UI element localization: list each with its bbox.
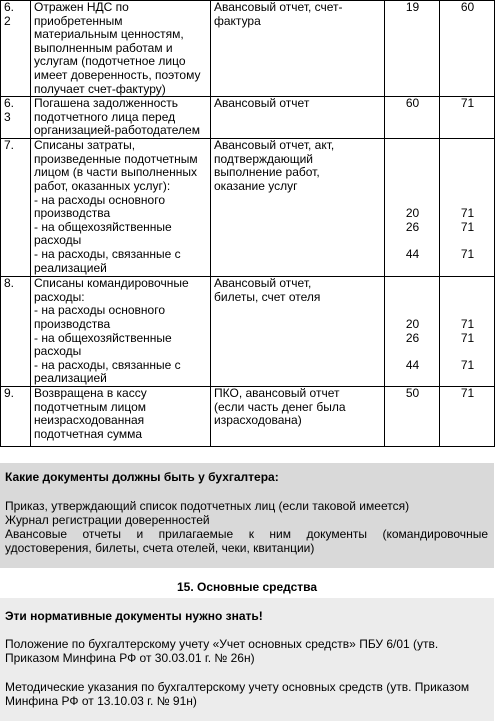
table-row <box>1 97 495 139</box>
debit-account: 19 <box>385 1 440 97</box>
document-line: Приказ, утверждающий список подотчетных лиц (если таковой имеется) <box>5 499 410 513</box>
credit-account: 71 <box>440 387 495 447</box>
operation-text: Списаны командировочные расходы: - на расходы основного производства - на общехозяйственные расходы - на расходы, связанные с реализацией <box>31 277 211 387</box>
document-line: удостоверения, билеты, счета отелей, чеки, квитанции) <box>5 541 315 555</box>
table-row <box>1 139 495 277</box>
box-heading: Эти нормативные документы нужно знать! <box>5 609 263 623</box>
document-text: Авансовый отчет, акт, подтверждающий выполнение работ, оказание услуг <box>211 139 385 277</box>
document-text: Авансовый отчет, билеты, счет отеля <box>211 277 385 387</box>
row-number: 8. <box>1 277 31 387</box>
operation-text: Возвращена в кассу подотчетным лицом неизрасходованная подотчетная сумма <box>31 387 211 447</box>
debit-account: 60 <box>385 97 440 139</box>
box-heading: Какие документы должны быть у бухгалтера: <box>5 470 279 484</box>
debit-account: 50 <box>385 387 440 447</box>
credit-account: 71 <box>440 97 495 139</box>
accountant-documents-box <box>0 463 494 568</box>
document-text: ПКО, авансовый отчет (если часть денег была израсходована) <box>211 387 385 447</box>
debit-account: 20 26 44 <box>385 277 440 387</box>
section-title: 15. Основные средства <box>176 580 318 594</box>
document-text: Авансовый отчет, счет- фактура <box>211 1 385 97</box>
operation-text: Списаны затраты, произведенные подотчетным лицом (в части выполненных работ, оказанных услуг): - на расходы основного производства - на общехозяйственные расходы - на расходы, связанные с реализацией <box>31 139 211 277</box>
credit-account: 71 71 71 <box>440 139 495 277</box>
row-number: 6. 3 <box>1 97 31 139</box>
table-row <box>1 277 495 387</box>
regulation-paragraph: Положение по бухгалтерскому учету «Учет основных средств» ПБУ 6/01 (утв. Приказом Минфина РФ от 30.03.01 г. № 26н) <box>5 637 439 665</box>
table-row <box>1 387 495 447</box>
debit-account: 20 26 44 <box>385 139 440 277</box>
regulation-paragraph: Методические указания по бухгалтерскому учету основных средств (утв. Приказом Минфина РФ от 13.10.03 г. № 91н) <box>5 680 470 708</box>
table-row <box>1 1 495 97</box>
document-text: Авансовый отчет <box>211 97 385 139</box>
operation-text: Отражен НДС по приобретенным материальным ценностям, выполненным работам и услугам (подотчетное лицо имеет доверенность, поэтому получает счет-фактуру) <box>31 1 211 97</box>
regulations-box <box>0 598 494 721</box>
row-number: 9. <box>1 387 31 447</box>
document-line: Авансовые отчеты и прилагаемые к ним документы (командировочные <box>5 527 488 541</box>
row-number: 7. <box>1 139 31 277</box>
operation-text: Погашена задолженность подотчетного лица перед организацией-работодателем <box>31 97 211 139</box>
row-number: 6. 2 <box>1 1 31 97</box>
document-line: Журнал регистрации доверенностей <box>5 513 210 527</box>
credit-account: 71 71 71 <box>440 277 495 387</box>
credit-account: 60 <box>440 1 495 97</box>
